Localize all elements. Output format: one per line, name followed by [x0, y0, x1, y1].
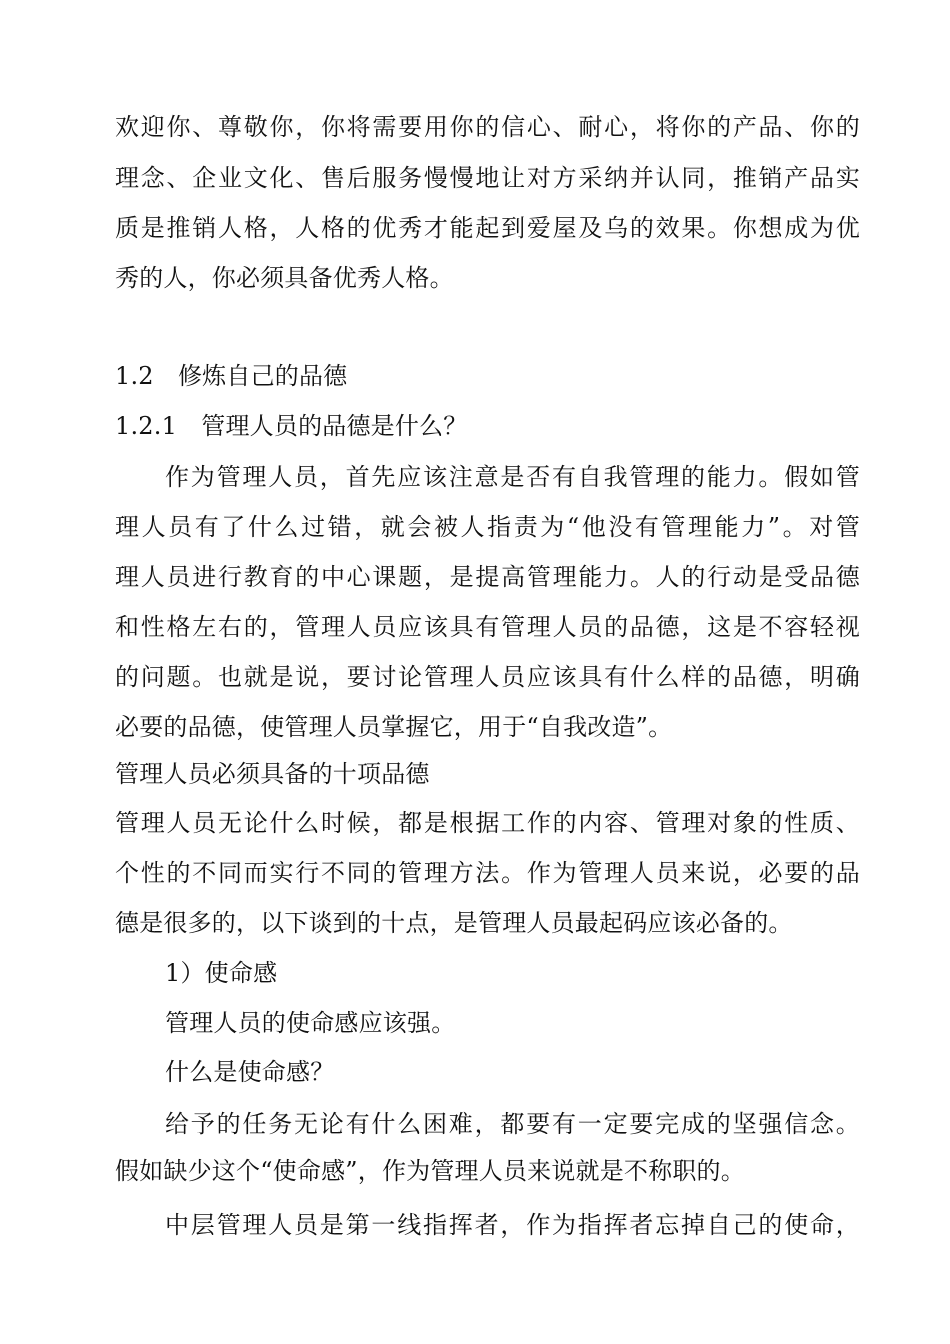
para1-line-3: 理人员进行教育的中心课题，是提高管理能力。人的行动是受品德: [115, 563, 860, 591]
para3-line-2: 假如缺少这个“使命感”，作为管理人员来说就是不称职的。: [115, 1157, 745, 1185]
item1-statement: 管理人员的使命感应该强。: [165, 1009, 456, 1037]
para3-line-1: 给予的任务无论有什么困难，都要有一定要完成的坚强信念。: [165, 1110, 860, 1138]
para1-line-5: 的问题。也就是说，要讨论管理人员应该具有什么样的品德，明确: [115, 663, 860, 691]
item1-question: 什么是使命感？: [165, 1058, 335, 1086]
para1-line-2: 理人员有了什么过错，就会被人指责为“他没有管理能力”。对管: [115, 513, 860, 541]
list-title: 管理人员必须具备的十项品德: [115, 760, 430, 788]
para1-line-4: 和性格左右的，管理人员应该具有管理人员的品德，这是不容轻视: [115, 613, 860, 641]
para2-line-3: 德是很多的，以下谈到的十点，是管理人员最起码应该必备的。: [115, 909, 793, 937]
para2-line-1: 管理人员无论什么时候，都是根据工作的内容、管理对象的性质、: [115, 809, 860, 837]
intro-line-1: 欢迎你、尊敬你，你将需要用你的信心、耐心，将你的产品、你的: [115, 113, 860, 141]
section-heading: 1.2 修炼自己的品德: [115, 362, 348, 390]
subsection-heading: 1.2.1 管理人员的品德是什么？: [115, 412, 468, 440]
intro-line-4: 秀的人，你必须具备优秀人格。: [115, 264, 454, 292]
intro-line-2: 理念、企业文化、售后服务慢慢地让对方采纳并认同，推销产品实: [115, 164, 860, 192]
para1-line-6: 必要的品德，使管理人员掌握它，用于“自我改造”。: [115, 713, 673, 741]
para1-line-1: 作为管理人员，首先应该注意是否有自我管理的能力。假如管: [165, 463, 860, 491]
para4-line-1: 中层管理人员是第一线指挥者，作为指挥者忘掉自己的使命，: [165, 1211, 860, 1239]
item1-title: 1）使命感: [165, 959, 278, 987]
intro-line-3: 质是推销人格，人格的优秀才能起到爱屋及乌的效果。你想成为优: [115, 214, 860, 242]
para2-line-2: 个性的不同而实行不同的管理方法。作为管理人员来说，必要的品: [115, 859, 860, 887]
